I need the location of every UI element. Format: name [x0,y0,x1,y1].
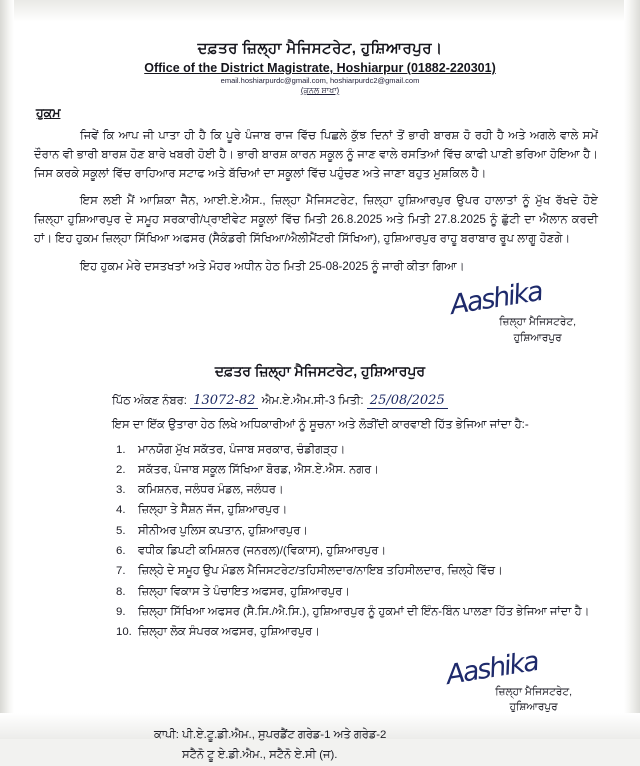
signature-designation-2: ਜ਼ਿਲ੍ਹਾ ਮੈਜਿਸਟਰੇਟ, [495,685,572,698]
list-item-text: ਸੀਨੀਅਰ ਪੁਲਿਸ ਕਪਤਾਨ, ਹੁਸ਼ਿਆਰਪੁਰ। [138,524,308,537]
list-item [116,460,606,480]
order-paragraph-3: ਇਹ ਹੁਕਮ ਮੇਰੇ ਦਸਤਖਤਾਂ ਅਤੇ ਮੋਹਰ ਅਧੀਨ ਹੇਠ ਮਿਤੀ 25-08-2025 ਨੂੰ ਜਾਰੀ ਕੀਤਾ ਗਿਆ। [80,259,465,273]
signature-mark-icon-2: Aashika [444,645,540,691]
list-item [116,561,606,581]
list-item-number: 4. [116,504,126,517]
list-item-text: ਮਾਨਯੋਗ ਮੁੱਖ ਸਕੱਤਰ, ਪੰਜਾਬ ਸਰਕਾਰ, ਚੰਡੀਗੜ੍ਹ। [138,443,346,456]
list-item-number: 8. [116,585,126,598]
document-content [34,26,606,766]
list-item-number: 7. [116,565,126,578]
office-email-line: email.hoshiarpurdc@gmail.com, hoshiarpurdc2@gmail.com [220,76,420,85]
memo-distribution-note: ਇਸ ਦਾ ਇੱਕ ਉਤਾਰਾ ਹੇਠ ਲਿਖੇ ਅਧਿਕਾਰੀਆਂ ਨੂੰ ਸੂਚਨਾ ਅਤੇ ਲੋੜੀਂਦੀ ਕਾਰਵਾਈ ਹਿੱਤ ਭੇਜਿਆ ਜਾਂਦਾ ਹੈ:- [112,418,529,431]
order-paragraph-2: ਇਸ ਲਈ ਮੈਂ ਆਸ਼ਿਕਾ ਜੈਨ, ਆਈ.ਏ.ਐਸ., ਜ਼ਿਲ੍ਹਾ ਮੈਜਿਸਟਰੇਟ, ਜ਼ਿਲ੍ਹਾ ਹੁਸ਼ਿਆਰਪੁਰ ਉਪਰ ਹਾਲਾਤਾਂ ਨੂੰ ਮੁੱਖ ਰੱਖਦੇ ਹੋਏ ਜ਼ਿਲ੍ਹਾ ਹੁਸ਼ਿਆਰਪੁਰ ਦੇ ਸਮੂਹ ਸਰਕਾਰੀ/ਪ੍ਰਾਈਵੇਟ ਸਕੂਲਾਂ ਵਿੱਚ ਮਿਤੀ 26.8.2025 ਅਤੇ ਮਿਤੀ 27.8.2025 ਨੂੰ ਛੁੱਟੀ ਦਾ ਐਲਾਨ ਕਰਦੀ ਹਾਂ। ਇਹ ਹੁਕਮ ਜ਼ਿਲ੍ਹਾ ਸਿੱਖਿਆ ਅਫਸਰ (ਸੈਕੰਡਰੀ ਸਿੱਖਿਆ/ਐਲੀਮੈਂਟਰੀ ਸਿੱਖਿਆ), ਹੁਸ਼ਿਆਰਪੁਰ ਰਾਹੂ ਬਰਾਬਾਰ ਰੂਪ ਲਾਗੂ ਹੋਣਗੇ। [34,194,598,245]
office-title-punjabi: ਦਫ਼ਤਰ ਜ਼ਿਲ੍ਹਾ ਮੈਜਿਸਟਰੇਟ, ਹੁਸ਼ਿਆਰਪੁਰ। [197,40,443,57]
list-item-text: ਜ਼ਿਲ੍ਹਾ ਲੋਕ ਸੰਪਰਕ ਅਫਸਰ, ਹੁਸ਼ਿਆਰਪੁਰ। [138,626,320,639]
scan-edge-left [0,0,14,739]
list-item-text: ਕਮਿਸ਼ਨਰ, ਜਲੰਧਰ ਮੰਡਲ, ਜਲੰਧਰ। [138,484,284,497]
list-item [116,480,606,500]
memo-mid-label: ਐਮ.ਏ.ਐਮ.ਸੀ-3 ਮਿਤੀ: [261,395,364,408]
signature-designation-1: ਜ਼ਿਲ੍ਹਾ ਮੈਜਿਸਟਰੇਟ, [499,316,576,329]
signature-block-1 [34,276,606,347]
cc-block [154,725,606,766]
memo-number-line [112,390,606,412]
list-item-text: ਜ਼ਿਲ੍ਹੇ ਦੇ ਸਮੂਹ ਉਪ ਮੰਡਲ ਮੈਜਿਸਟਰੇਟ/ਤਹਿਸੀਲਦਾਰ/ਨਾਇਬ ਤਹਿਸੀਲਦਾਰ, ਜ਼ਿਲ੍ਹੇ ਵਿੱਚ। [138,565,503,578]
memo-number-value: 13072-82 [190,393,258,409]
list-item-text: ਸਕੱਤਰ, ਪੰਜਾਬ ਸਕੂਲ ਸਿੱਖਿਆ ਬੋਰਡ, ਐਸ.ਏ.ਐਸ. ਨਗਰ। [138,463,379,476]
list-item-text: ਜ਼ਿਲ੍ਹਾ ਸਿੱਖਿਆ ਅਫਸਰ (ਸੈ.ਸਿ./ਐ.ਸਿ.), ਹੁਸ਼ਿਆਰਪੁਰ ਨੂੰ ਹੁਕਮਾਂ ਦੀ ਇੰਨ-ਬਿੰਨ ਪਾਲਣਾ ਹਿੱਤ ਭੇਜਿਆ ਜਾਂਦਾ ਹੈ। [138,605,590,618]
scan-edge-right [624,0,640,739]
list-item [116,602,606,622]
scan-edge-top [0,0,640,22]
list-item [116,440,606,460]
recipient-list [34,440,606,643]
signature-place-2: ਹੁਸ਼ਿਆਰਪੁਰ [509,700,558,713]
list-item-number: 2. [116,463,126,476]
list-item-number: 1. [116,443,126,456]
list-item-number: 10. [116,626,132,639]
memo-prefix-label: ਪਿੱਠ ਅੰਕਣ ਨੰਬਰ: [112,395,187,408]
list-item [116,582,606,602]
order-paragraph-1: ਜਿਵੇਂ ਕਿ ਆਪ ਜੀ ਪਾਤਾ ਹੀ ਹੈ ਕਿ ਪੂਰੇ ਪੰਜਾਬ ਰਾਜ ਵਿੱਚ ਪਿਛਲੇ ਕੁੱਝ ਦਿਨਾਂ ਤੋਂ ਭਾਰੀ ਬਾਰਸ਼ ਹੋ ਰਹੀ ਹੈ ਅਤੇ ਅਗਲੇ ਵਾਲੇ ਸਮੇਂ ਦੌਰਾਨ ਵੀ ਭਾਰੀ ਬਾਰਸ਼ ਹੋਣ ਬਾਰੇ ਖਬਰੀ ਹੋਈ ਹੈ। ਭਾਰੀ ਬਾਰਸ਼ ਕਾਰਨ ਸਕੂਲ ਨੂੰ ਜਾਣ ਵਾਲੇ ਰਸਤਿਆਂ ਵਿੱਚ ਕਾਫੀ ਪਾਣੀ ਭਰਿਆ ਹੋਇਆ ਹੈ। ਜਿਸ ਕਰਕੇ ਸਕੂਲਾਂ ਵਿੱਚ ਰਾਹਿਆਰ ਸਟਾਫ ਅਤੇ ਬੱਚਿਆਂ ਦਾ ਸਕੂਲਾਂ ਵਿੱਚ ਪਹੁੰਚਣ ਅਤੇ ਜਾਣਾ ਬਹੁਤ ਮੁਸ਼ਕਿਲ ਹੈ। [34,129,598,180]
signature-caption-1 [499,315,576,345]
order-body [34,127,606,276]
second-office-header: ਦਫ਼ਤਰ ਜ਼ਿਲ੍ਹਾ ਮੈਜਿਸਟਰੇਟ, ਹੁਸ਼ਿਆਰਪੁਰ [214,363,426,380]
list-item [116,541,606,561]
list-item-number: 5. [116,524,126,537]
list-item [116,622,606,642]
memo-date-value: 25/08/2025 [367,393,448,409]
list-item-number: 9. [116,605,126,618]
signature-mark-icon: Aashika [448,276,544,322]
list-item-number: 6. [116,545,126,558]
list-item [116,521,606,541]
list-item-text: ਜ਼ਿਲ੍ਹਾ ਵਿਕਾਸ ਤੇ ਪੰਚਾਇਤ ਅਫਸਰ, ਹੁਸ਼ਿਆਰਪੁਰ। [138,585,350,598]
signature-block-2 [34,645,606,723]
list-item-text: ਜ਼ਿਲ੍ਹਾ ਤੇ ਸੈਸ਼ਨ ਜੱਜ, ਹੁਸ਼ਿਆਰਪੁਰ। [138,504,288,517]
list-item [116,500,606,520]
signature-caption-2 [495,685,572,715]
cc-label: ਕਾਪੀ: [154,728,179,741]
cc-line-1 [154,725,606,746]
cc-text-2: ਸਟੈਨੋ ਟੂ ਏ.ਡੀ.ਐਮ., ਸਟੈਨੋ ਏ.ਸੀ (ਜ). [182,749,338,762]
order-heading: ਹੁਕਮ [36,106,61,120]
office-branch-line: (ਕੁਨਲ ਸ਼ਾਖਾ) [300,86,340,95]
cc-text-1: ਪੀ.ਏ.ਟੂ.ਡੀ.ਐਮ., ਸੁਪਰਡੈਂਟ ਗਰੇਡ-1 ਅਤੇ ਗਰੇਡ-2 [182,728,387,741]
list-item-text: ਵਧੀਕ ਡਿਪਟੀ ਕਮਿਸ਼ਨਰ (ਜਨਰਲ)/(ਵਿਕਾਸ), ਹੁਸ਼ਿਆਰਪੁਰ। [138,545,387,558]
signature-place-1: ਹੁਸ਼ਿਆਰਪੁਰ [513,331,562,344]
office-title-english: Office of the District Magistrate, Hoshiarpur (01882-220301) [144,61,496,75]
list-item-number: 3. [116,484,126,497]
